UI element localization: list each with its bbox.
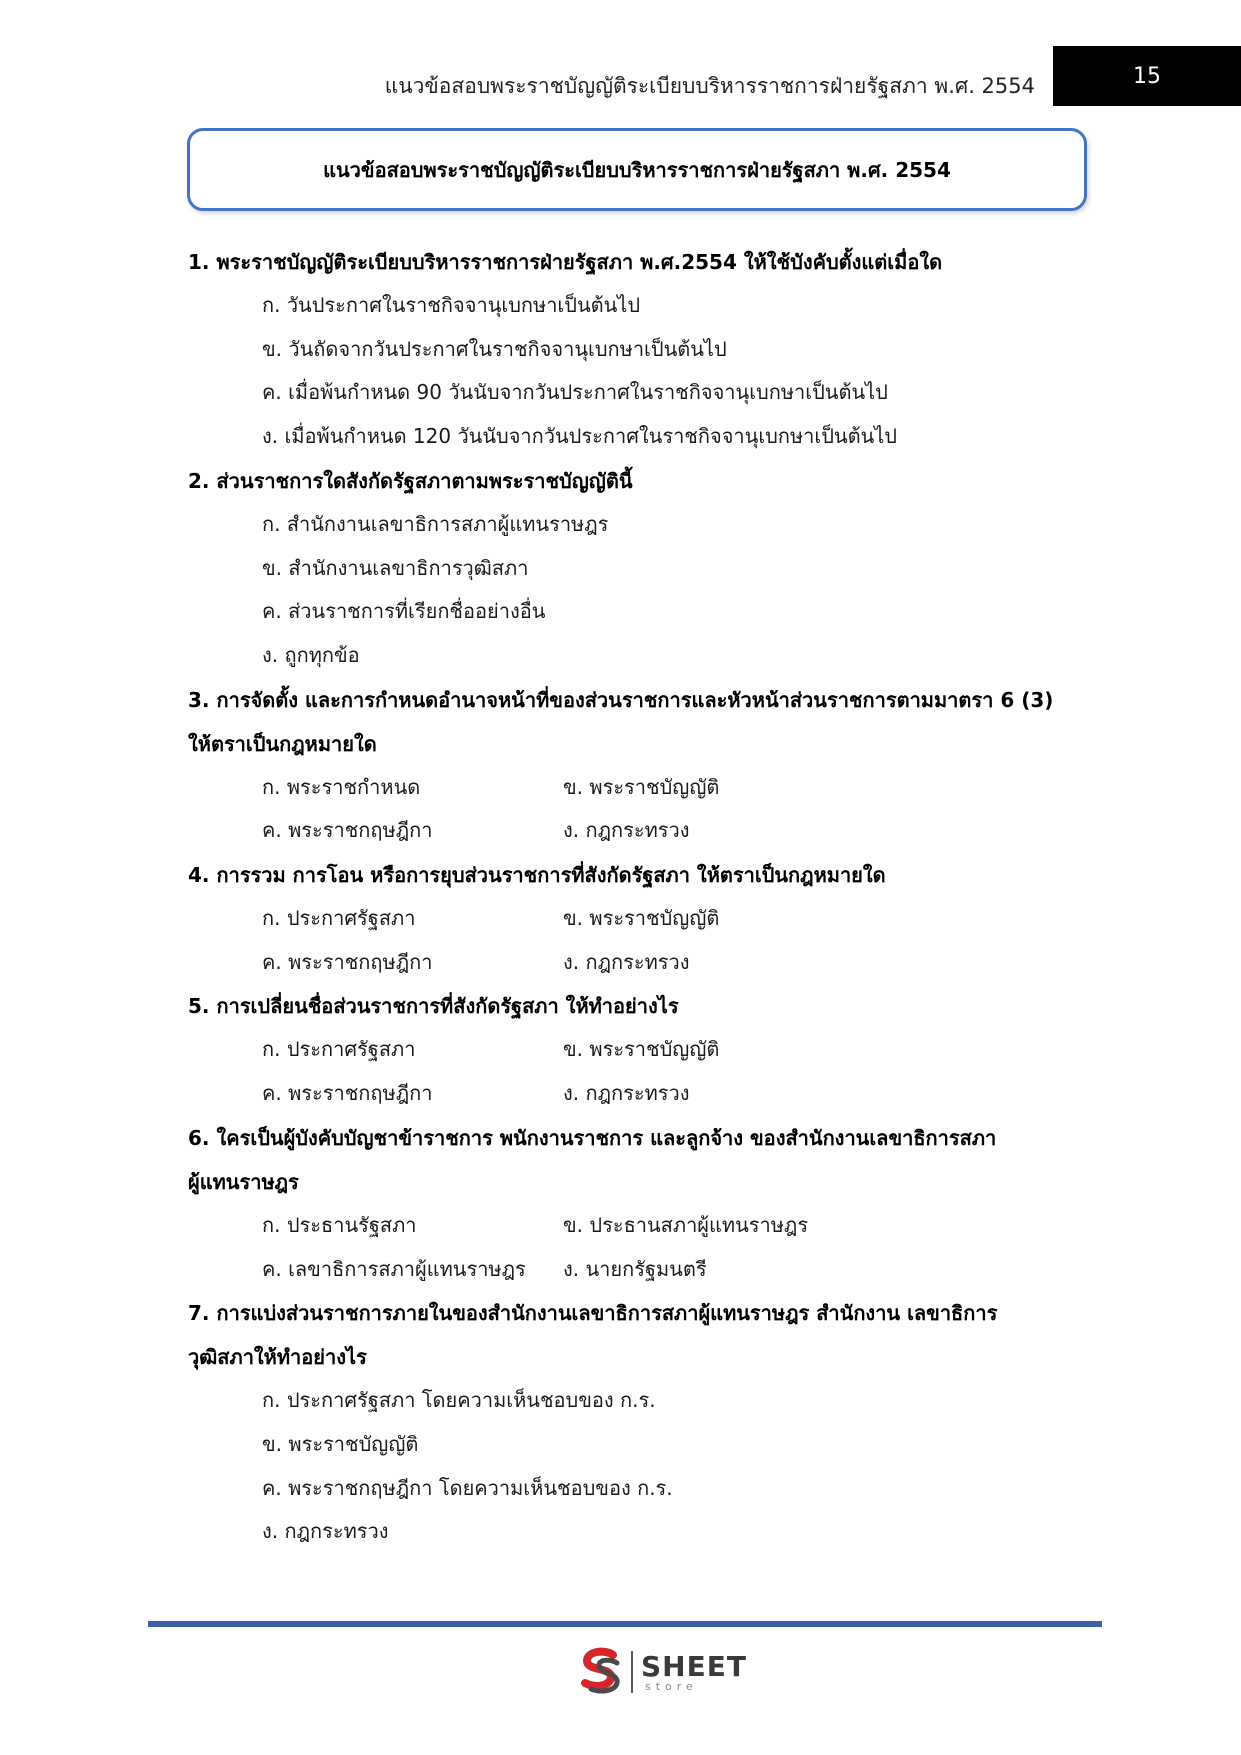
- option-row: [188, 1072, 1088, 1116]
- page-number-tab: [1053, 46, 1241, 106]
- option-a: ก. สำนักงานเลขาธิการสภาผู้แทนราษฎร: [262, 511, 609, 536]
- option-c: ค. พระราชกฤษฎีกา โดยความเห็นชอบของ ก.ร.: [262, 1475, 673, 1500]
- question-4: [188, 853, 1088, 984]
- option-a: ก. วันประกาศในราชกิจจานุเบกษาเป็นต้นไป: [262, 293, 641, 317]
- option-c: ค. ส่วนราชการที่เรียกชื่ออย่างอื่น: [262, 599, 546, 624]
- option-a: ก. ประกาศรัฐสภา: [262, 1037, 416, 1062]
- logo-wordmark: [641, 1649, 747, 1693]
- question-text: 2. ส่วนราชการใดสังกัดรัฐสภาตามพระราชบัญญัตินี้: [188, 468, 633, 493]
- question-text-line-1: 6. ใครเป็นผู้บังคับบัญชาข้าราชการ พนักงานราชการ และลูกจ้าง ของสำนักงานเลขาธิการสภา: [188, 1125, 997, 1150]
- option-row: [188, 1248, 1088, 1292]
- running-header-title: แนวข้อสอบพระราชบัญญัติระเบียบบริหารราชการฝ่ายรัฐสภา พ.ศ. 2554: [384, 74, 1035, 98]
- question-6: [188, 1116, 1088, 1291]
- option-c: ค. เมื่อพ้นกำหนด 90 วันนับจากวันประกาศในราชกิจจานุเบกษาเป็นต้นไป: [262, 380, 888, 405]
- question-text: 4. การรวม การโอน หรือการยุบส่วนราชการที่สังกัดรัฐสภา ให้ตราเป็นกฎหมายใด: [188, 863, 886, 888]
- option-row: [188, 1204, 1088, 1248]
- option-b: ข. วันถัดจากวันประกาศในราชกิจจานุเบกษาเป็นต้นไป: [262, 336, 727, 361]
- option-c: ค. พระราชกฤษฎีกา: [262, 949, 433, 974]
- option-b: ข. พระราชบัญญัติ: [563, 906, 720, 931]
- option-d: ง. กฎกระทรวง: [563, 949, 690, 974]
- question-list: [188, 240, 1088, 1554]
- question-text-line-2: ให้ตราเป็นกฎหมายใด: [188, 731, 377, 756]
- option-d: ง. เมื่อพ้นกำหนด 120 วันนับจากวันประกาศในราชกิจจานุเบกษาเป็นต้นไป: [262, 424, 897, 449]
- footer-rule: [148, 1621, 1102, 1627]
- option-row: [188, 809, 1088, 853]
- option-d: ง. นายกรัฐมนตรี: [563, 1256, 707, 1281]
- question-text-line-2: วุฒิสภาให้ทำอย่างไร: [188, 1345, 367, 1370]
- option-row: [188, 766, 1088, 810]
- option-d: ง. กฎกระทรวง: [262, 1519, 389, 1544]
- option-b: ข. พระราชบัญญัติ: [563, 1037, 720, 1062]
- option-row: [188, 1028, 1088, 1072]
- option-a: ก. ประกาศรัฐสภา: [262, 906, 416, 931]
- logo-separator: [631, 1651, 633, 1693]
- question-7: [188, 1291, 1088, 1554]
- sheet-store-logo: [575, 1645, 747, 1699]
- option-d: ง. กฎกระทรวง: [563, 1081, 690, 1106]
- question-text: 5. การเปลี่ยนชื่อส่วนราชการที่สังกัดรัฐสภา ให้ทำอย่างไร: [188, 994, 679, 1019]
- question-text-line-1: 7. การแบ่งส่วนราชการภายในของสำนักงานเลขาธิการสภาผู้แทนราษฎร สำนักงาน เลขาธิการ: [188, 1301, 998, 1326]
- option-b: ข. ประธานสภาผู้แทนราษฎร: [563, 1212, 809, 1237]
- option-c: ค. พระราชกฤษฎีกา: [262, 1081, 433, 1106]
- option-row: [188, 941, 1088, 985]
- document-title-box: [187, 128, 1087, 211]
- question-text-line-1: 3. การจัดตั้ง และการกำหนดอำนาจหน้าที่ของส่วนราชการและหัวหน้าส่วนราชการตามมาตรา 6 (3): [188, 687, 1054, 712]
- question-2: [188, 459, 1088, 678]
- logo-s-mark-icon: [575, 1645, 625, 1699]
- logo-sub-text: store: [645, 1679, 698, 1693]
- option-d: ง. กฎกระทรวง: [563, 818, 690, 843]
- option-a: ก. พระราชกำหนด: [262, 774, 421, 799]
- document-title: แนวข้อสอบพระราชบัญญัติระเบียบบริหารราชการฝ่ายรัฐสภา พ.ศ. 2554: [323, 157, 951, 182]
- page-number: 15: [1133, 63, 1161, 89]
- question-3: [188, 678, 1088, 853]
- option-row: [188, 897, 1088, 941]
- option-c: ค. พระราชกฤษฎีกา: [262, 818, 433, 843]
- option-a: ก. ประกาศรัฐสภา โดยความเห็นชอบของ ก.ร.: [262, 1388, 656, 1413]
- question-1: [188, 240, 1088, 459]
- question-5: [188, 984, 1088, 1115]
- logo-main-text: SHEET: [641, 1649, 747, 1683]
- option-c: ค. เลขาธิการสภาผู้แทนราษฎร: [262, 1256, 526, 1281]
- question-text-line-2: ผู้แทนราษฎร: [188, 1169, 299, 1194]
- option-b: ข. พระราชบัญญัติ: [563, 774, 720, 799]
- option-b: ข. พระราชบัญญัติ: [262, 1431, 419, 1456]
- question-text: 1. พระราชบัญญัติระเบียบบริหารราชการฝ่ายรัฐสภา พ.ศ.2554 ให้ใช้บังคับตั้งแต่เมื่อใด: [188, 250, 943, 274]
- option-d: ง. ถูกทุกข้อ: [262, 642, 360, 667]
- option-b: ข. สำนักงานเลขาธิการวุฒิสภา: [262, 555, 529, 580]
- option-a: ก. ประธานรัฐสภา: [262, 1212, 417, 1237]
